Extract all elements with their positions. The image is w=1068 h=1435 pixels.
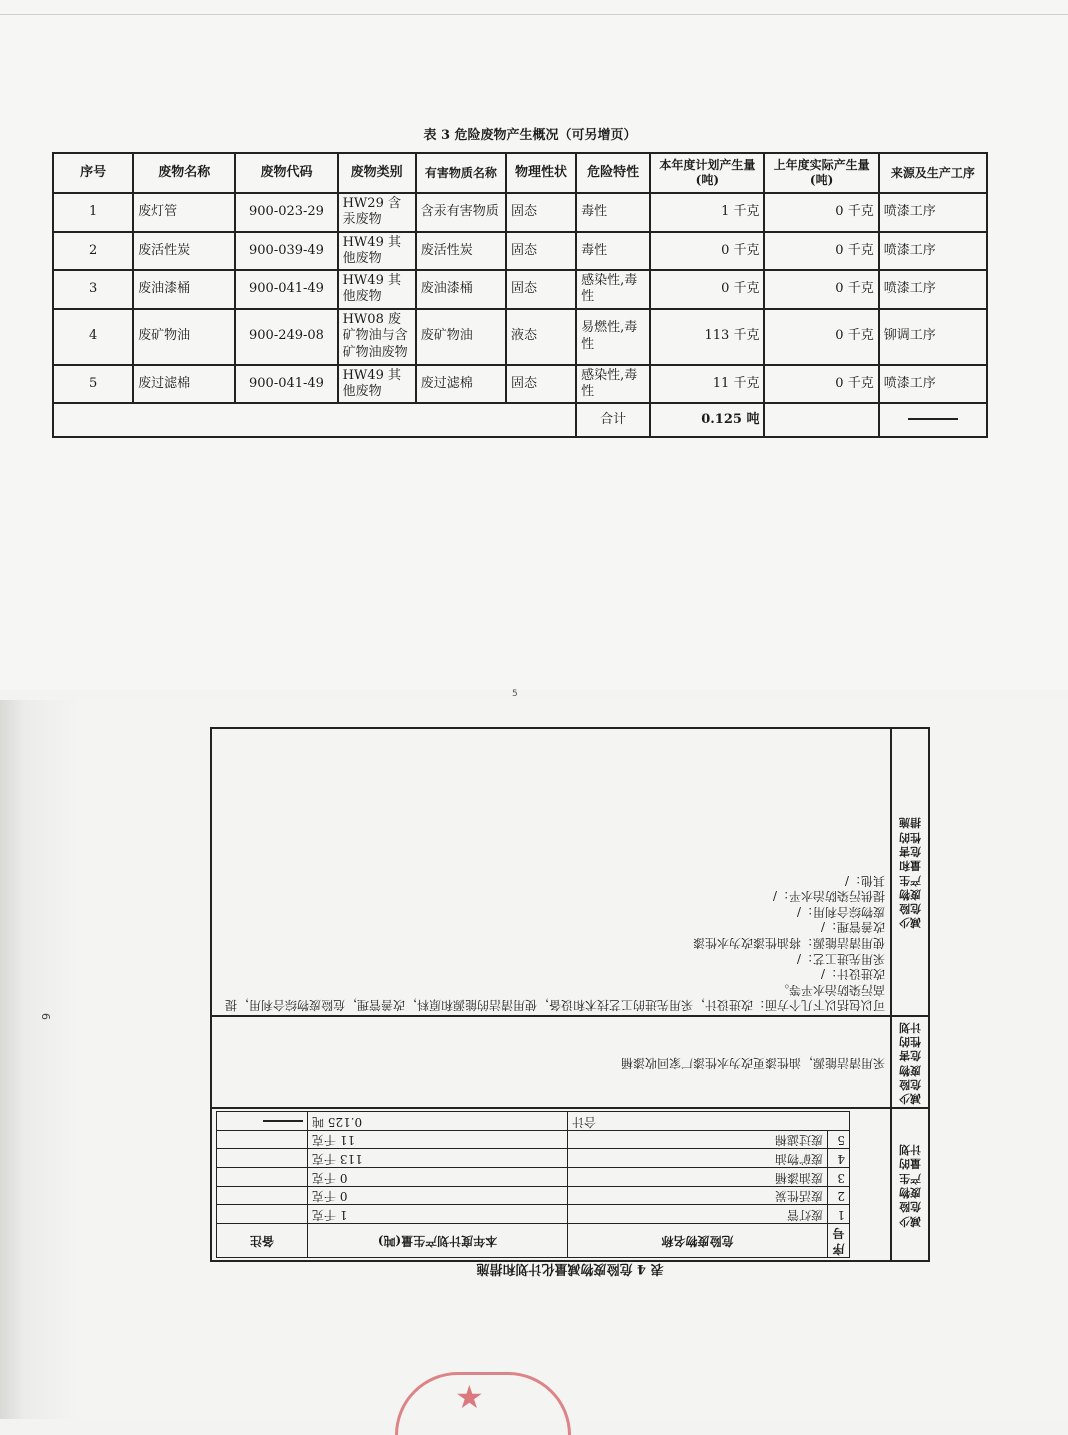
total-blank: [53, 403, 576, 437]
cell-planned: 113 千克: [308, 1149, 568, 1168]
cell-actual: 0 千克: [764, 365, 878, 404]
cell-name: 废过滤棉: [568, 1130, 828, 1149]
cell-index: 1: [53, 193, 133, 232]
table4-rotated-page: [210, 727, 930, 1276]
section3-label: 减少危险废物产生量和危害性的措施: [891, 728, 929, 1016]
torn-edge: [0, 0, 1068, 15]
header-cell: 危险特性: [576, 153, 650, 193]
cell-name: 废油漆桶: [133, 270, 235, 309]
cell-substance: 含汞有害物质: [416, 193, 506, 232]
cell-planned: 0 千克: [308, 1186, 568, 1205]
cell-index: 3: [53, 270, 133, 309]
cell-hazard: 感染性,毒性: [576, 365, 650, 404]
cell-actual: 0 千克: [764, 270, 878, 309]
table-row: [53, 193, 987, 232]
cell-planned: 0 千克: [308, 1168, 568, 1187]
header-cell: 废物名称: [133, 153, 235, 193]
cell-state: 液态: [506, 309, 576, 365]
cell-source: 喷漆工序: [879, 232, 987, 271]
header-cell: 废物代码: [235, 153, 337, 193]
cell-hazard: 感染性,毒性: [576, 270, 650, 309]
total-dash: [879, 403, 987, 437]
table3-hazardous-waste: [52, 152, 988, 438]
table4-title: 表 4 危险废物减量化计划和措施: [476, 1261, 664, 1276]
cell-actual: 0 千克: [764, 232, 878, 271]
total-label: 合计: [576, 403, 650, 437]
cell-planned: 1 千克: [650, 193, 764, 232]
table4-inner-table: [216, 1111, 850, 1258]
cell-planned: 0 千克: [650, 270, 764, 309]
cell-code: 900-039-49: [235, 232, 337, 271]
inner-header-cell: 危险废物名称: [568, 1223, 828, 1257]
cell-category: HW49 其他废物: [338, 365, 416, 404]
table3-total-row: [53, 403, 987, 437]
section3-line: 可以包括以下几个方面：改进设计，采用先进的工艺技术和设备，使用清洁的能源和原料，改善管理，危险废物综合利用，提高污染防治水平等。: [224, 982, 885, 1013]
cell-index: 1: [828, 1205, 850, 1224]
inner-header-row: [217, 1223, 850, 1257]
cell-state: 固态: [506, 232, 576, 271]
inner-total-row: [217, 1112, 850, 1131]
section1-content: [211, 1108, 891, 1261]
table4-reduction-plan: [210, 727, 930, 1262]
section2-text: 采用清洁能源，油性漆更改为水性漆厂家回收漆桶: [211, 1016, 891, 1108]
section3-line: 采用先进工艺：/: [796, 951, 885, 966]
inner-header-cell: 序号: [828, 1223, 850, 1257]
cell-index: 2: [53, 232, 133, 271]
cell-index: 5: [828, 1130, 850, 1149]
cell-index: 2: [828, 1186, 850, 1205]
inner-total-dash: [217, 1112, 308, 1131]
cell-planned: 11 千克: [308, 1130, 568, 1149]
table-row: [53, 365, 987, 404]
total-value: 0.125 吨: [650, 403, 764, 437]
cell-substance: 废油漆桶: [416, 270, 506, 309]
table-row: [53, 232, 987, 271]
cell-index: 3: [828, 1168, 850, 1187]
table-row: [53, 270, 987, 309]
cell-remark: [217, 1186, 308, 1205]
cell-remark: [217, 1130, 308, 1149]
cell-state: 固态: [506, 270, 576, 309]
cell-planned: 1 千克: [308, 1205, 568, 1224]
table-row: [217, 1149, 850, 1168]
header-cell: 废物类别: [338, 153, 416, 193]
cell-code: 900-249-08: [235, 309, 337, 365]
cell-actual: 0 千克: [764, 193, 878, 232]
header-cell: 有害物质名称: [416, 153, 506, 193]
cell-code: 900-041-49: [235, 270, 337, 309]
cell-planned: 113 千克: [650, 309, 764, 365]
cell-remark: [217, 1205, 308, 1224]
cell-name: 废活性炭: [568, 1186, 828, 1205]
cell-planned: 11 千克: [650, 365, 764, 404]
cell-code: 900-023-29: [235, 193, 337, 232]
section3-line: 废物综合利用：/: [796, 904, 885, 919]
section3-line: 其他：/: [844, 873, 885, 888]
table4-section2: [211, 1016, 929, 1108]
cell-source: 铆调工序: [879, 309, 987, 365]
table-row: [217, 1205, 850, 1224]
cell-substance: 废矿物油: [416, 309, 506, 365]
cell-index: 4: [53, 309, 133, 365]
cell-substance: 废活性炭: [416, 232, 506, 271]
section2-label: 减少危险废物危害性的计划: [891, 1016, 929, 1108]
cell-source: 喷漆工序: [879, 270, 987, 309]
table4-section1: [211, 1108, 929, 1261]
table3-header-row: [53, 153, 987, 193]
cell-hazard: 毒性: [576, 232, 650, 271]
cell-index: 5: [53, 365, 133, 404]
table-row: [217, 1130, 850, 1149]
cell-source: 喷漆工序: [879, 193, 987, 232]
cell-remark: [217, 1168, 308, 1187]
cell-remark: [217, 1149, 308, 1168]
cell-category: HW49 其他废物: [338, 270, 416, 309]
inner-header-cell: 备注: [217, 1223, 308, 1257]
cell-state: 固态: [506, 193, 576, 232]
cell-planned: 0 千克: [650, 232, 764, 271]
page-number-bottom: 6: [39, 1013, 52, 1020]
header-cell: 上年度实际产生量(吨): [764, 153, 878, 193]
section3-content: [211, 728, 891, 1016]
table-row: [53, 309, 987, 365]
cell-state: 固态: [506, 365, 576, 404]
header-cell: 物理性状: [506, 153, 576, 193]
table4-section3: [211, 728, 929, 1016]
cell-hazard: 毒性: [576, 193, 650, 232]
section3-line: 提供污染防治水平：/: [772, 889, 885, 904]
cell-name: 废活性炭: [133, 232, 235, 271]
total-blank-2: [764, 403, 878, 437]
inner-header-cell: 本年度计划产生量(吨): [308, 1223, 568, 1257]
cell-name: 废灯管: [133, 193, 235, 232]
cell-code: 900-041-49: [235, 365, 337, 404]
page-number-top: 5: [512, 689, 518, 699]
table3-title: 表 3 危险废物产生概况（可另增页）: [423, 128, 637, 143]
cell-actual: 0 千克: [764, 309, 878, 365]
table-row: [217, 1186, 850, 1205]
cell-category: HW49 其他废物: [338, 232, 416, 271]
header-cell: 序号: [53, 153, 133, 193]
stamp-star-icon: ★: [455, 1378, 484, 1416]
section3-line: 改进设计：/: [820, 967, 885, 982]
inner-total-label: 合计: [568, 1112, 850, 1131]
section3-line: 使用清洁能源：将油性漆改为水性漆: [692, 936, 885, 951]
cell-category: HW08 废矿物油与含矿物油废物: [338, 309, 416, 365]
cell-hazard: 易燃性,毒性: [576, 309, 650, 365]
cell-name: 废矿物油: [133, 309, 235, 365]
cell-name: 废过滤棉: [133, 365, 235, 404]
section1-label: 减少危险废物产生量的计划: [891, 1108, 929, 1261]
cell-name: 废矿物油: [568, 1149, 828, 1168]
header-cell: 本年度计划产生量(吨): [650, 153, 764, 193]
cell-source: 喷漆工序: [879, 365, 987, 404]
cell-index: 4: [828, 1149, 850, 1168]
cell-substance: 废过滤棉: [416, 365, 506, 404]
header-cell: 来源及生产工序: [879, 153, 987, 193]
table-row: [217, 1168, 850, 1187]
cell-name: 废灯管: [568, 1205, 828, 1224]
section3-line: 改善管理：/: [820, 920, 885, 935]
cell-category: HW29 含汞废物: [338, 193, 416, 232]
cell-name: 废油漆桶: [568, 1168, 828, 1187]
inner-total-value: 0.125 吨: [308, 1112, 568, 1131]
